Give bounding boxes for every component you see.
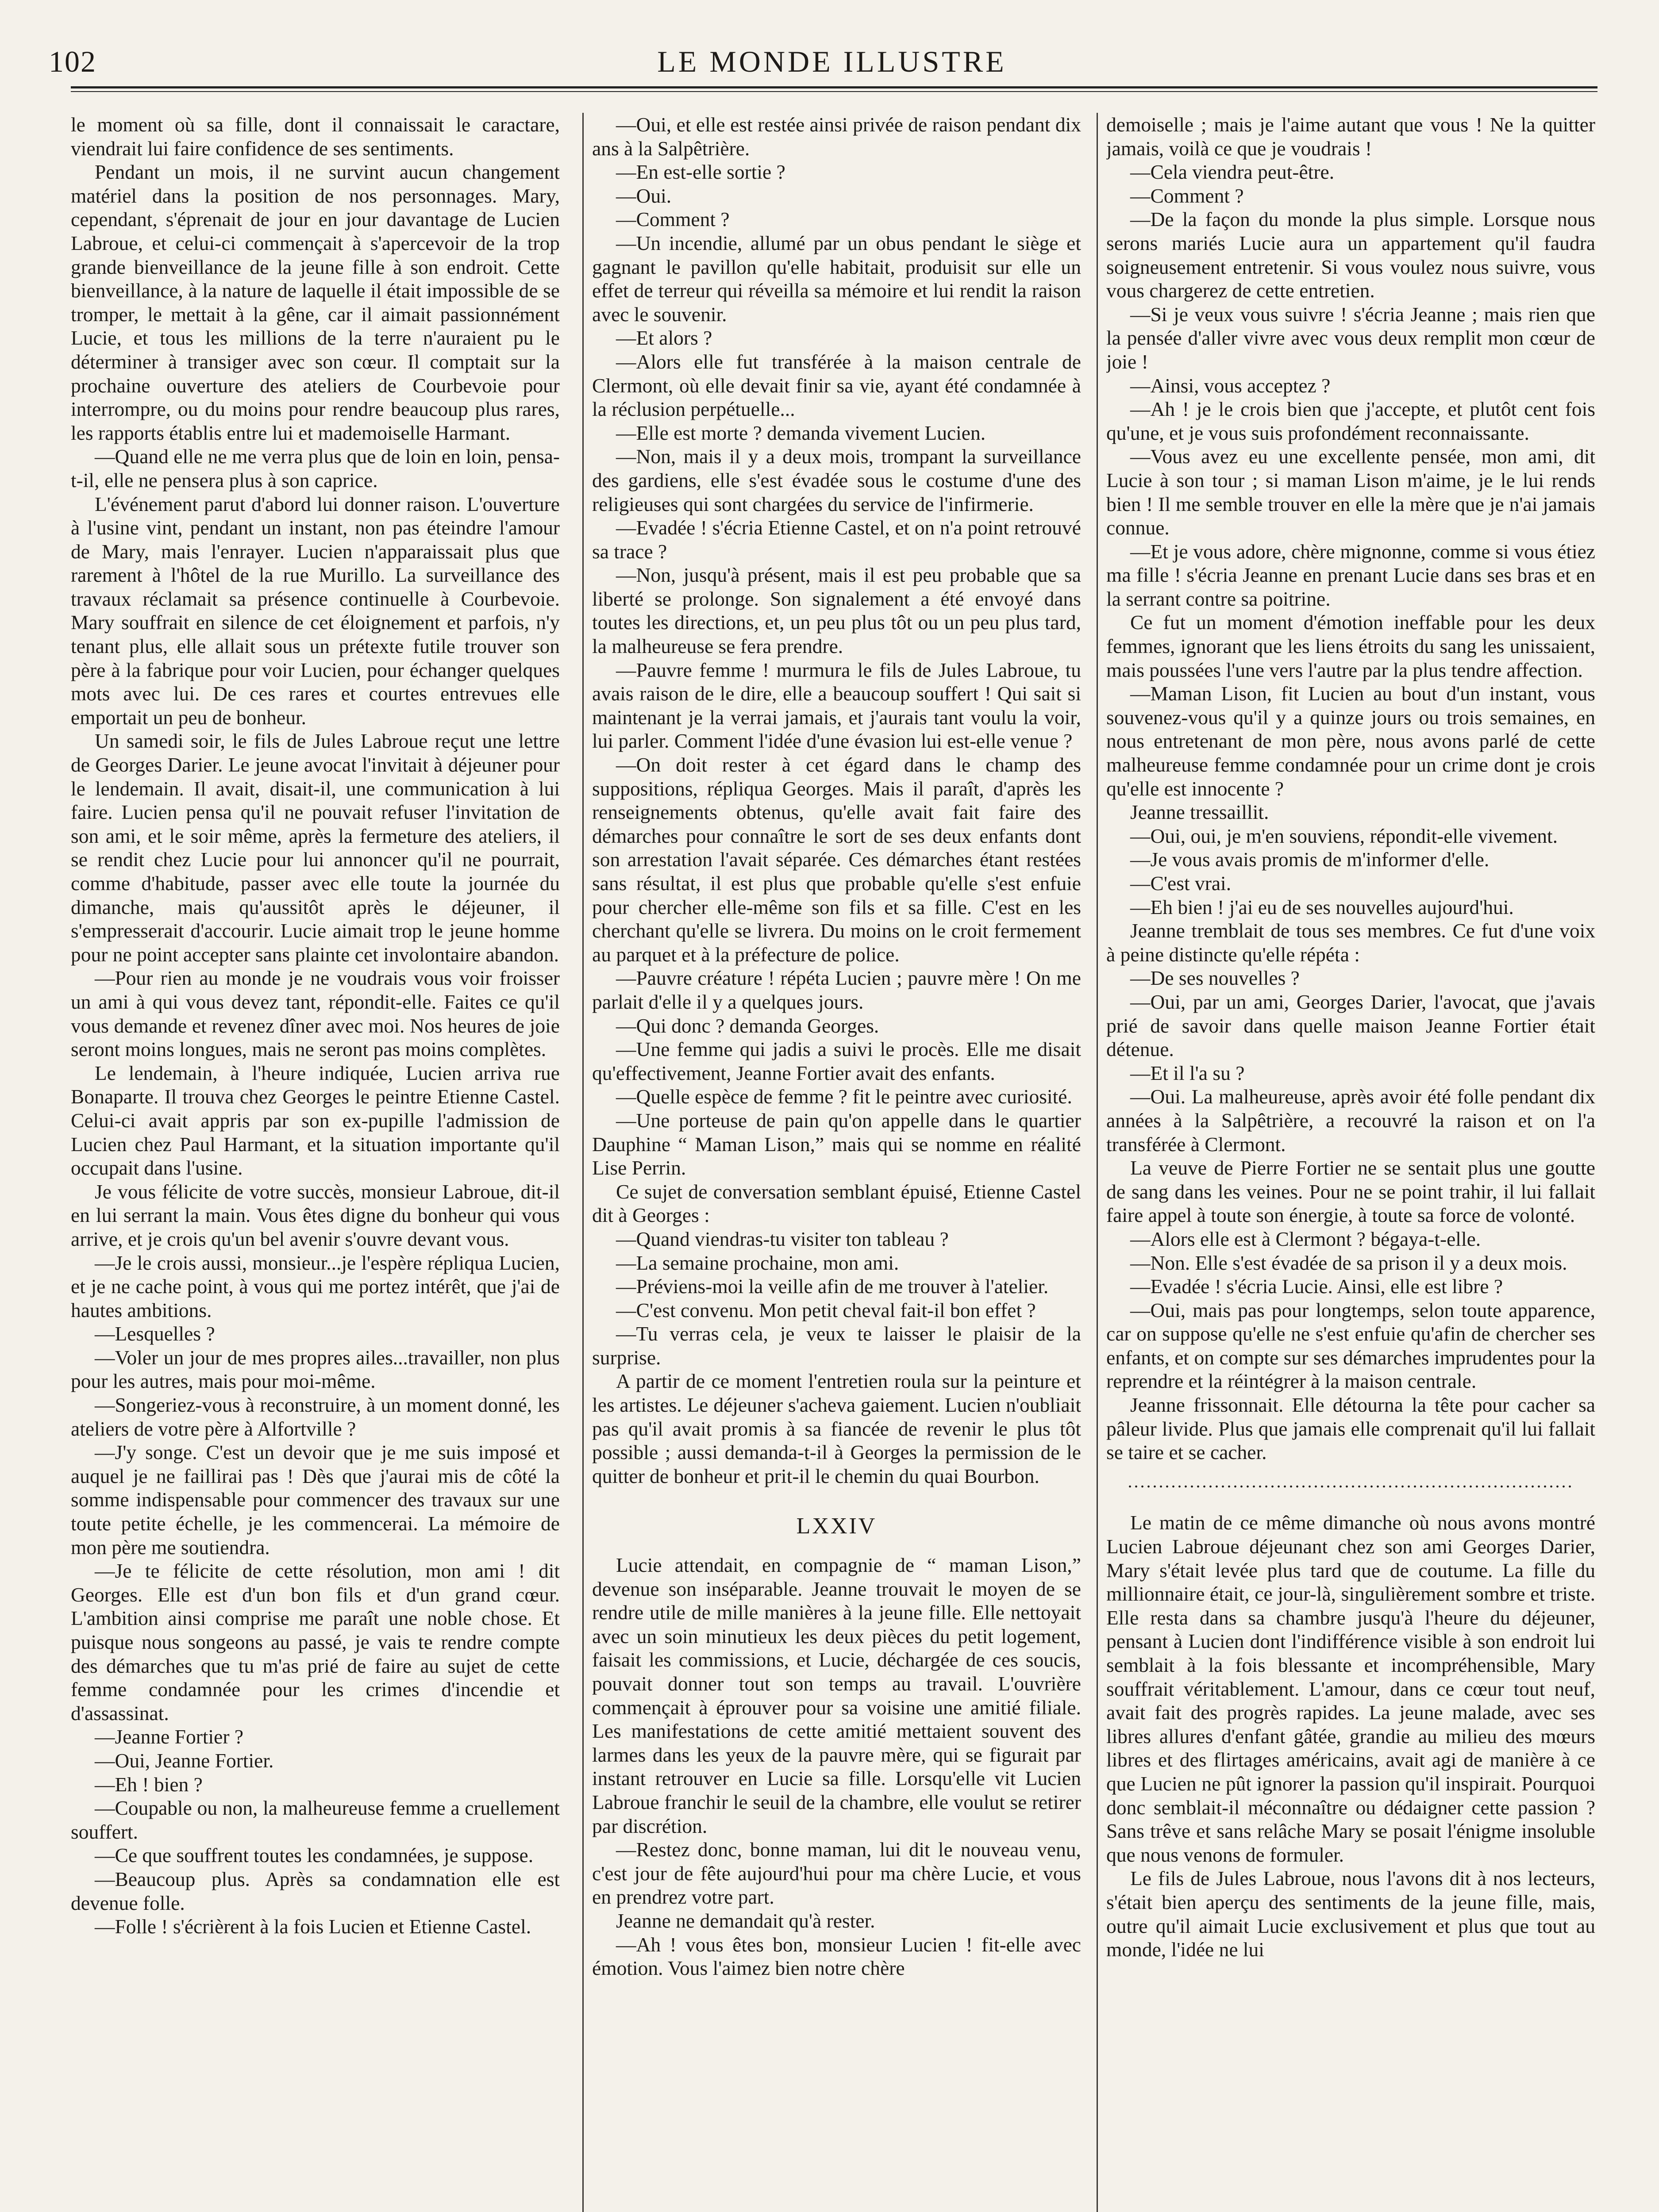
paragraph: —Quelle espèce de femme ? fit le peintre avec curiosité. — [616, 1085, 1072, 1108]
paragraph: Ce sujet de conversation semblant épuisé, Etienne Castel dit à Georges : — [592, 1180, 1081, 1227]
paragraph: —Alors elle est à Clermont ? bégaya-t-elle. — [1130, 1227, 1481, 1250]
paragraph: —Une femme qui jadis a suivi le procès. Elle me disait qu'effectivement, Jeanne Fortier avait des enfants. — [592, 1038, 1081, 1084]
paragraph: —Oui, et elle est restée ainsi privée de raison pendant dix ans à la Salpêtrière. — [592, 113, 1081, 160]
paragraph: demoiselle ; mais je l'aime autant que vous ! Ne la quitter jamais, voilà ce que je voudrais ! — [1106, 113, 1595, 160]
paragraph: Le lendemain, à l'heure indiquée, Lucien arriva rue Bonaparte. Il trouva chez Georges le peintre Etienne Castel. Celui-ci avait appris par son ex-pupille l'admission de Lucien chez Paul Harmant, et la situation importante qu'il occupait dans l'usine. — [71, 1061, 560, 1179]
paragraph: —Si je veux vous suivre ! s'écria Jeanne ; mais rien que la pensée d'aller vivre avec vous deux remplit mon cœur de joie ! — [1106, 303, 1595, 373]
paragraph: Le fils de Jules Labroue, nous l'avons dit à nos lecteurs, s'était bien aperçu des sentiments de la jeune fille, mais, outre qu'il aimait Lucie exclusivement et plus que tout au monde, l'idée ne lui — [1106, 1867, 1595, 1961]
paragraph: —Oui. La malheureuse, après avoir été folle pendant dix années à la Salpêtrière, a recouvré la raison et on l'a transférée à Clermont. — [1106, 1085, 1595, 1156]
paragraph: —Qui donc ? demanda Georges. — [616, 1014, 879, 1037]
paragraph: —En est-elle sortie ? — [616, 161, 785, 184]
paragraph: —Coupable ou non, la malheureuse femme a cruellement souffert. — [71, 1797, 560, 1843]
paragraph: —Ah ! vous êtes bon, monsieur Lucien ! fit-elle avec émotion. Vous l'aimez bien notre chère — [592, 1933, 1081, 1980]
paragraph: —De ses nouvelles ? — [1130, 967, 1300, 990]
paragraph: —Eh ! bien ? — [95, 1773, 203, 1796]
paragraph: —Ah ! je le crois bien que j'accepte, et plutôt cent fois qu'une, et je vous suis profondément reconnaissante. — [1106, 398, 1595, 444]
column-3 — [1106, 113, 1595, 2212]
paragraph: L'événement parut d'abord lui donner raison. L'ouverture à l'usine vint, pendant un instant, non pas éteindre l'amour de Mary, mais l'enrayer. Lucien n'apparaissait plus que rarement à l'hôtel de la rue Murillo. La surveillance des travaux réclamait sa présence continuelle à Courbevoie. Mary souffrait en silence de cet éloignement et parfois, n'y tenant plus, elle allait sous un prétexte futile trouver son père à la fabrique pour voir Lucien, pour échanger quelques mots avec lui. De ces rares et courtes entrevues elle emportait un peu de bonheur. — [71, 492, 560, 729]
paragraph: —Et il l'a su ? — [1130, 1061, 1245, 1084]
paragraph: —Evadée ! s'écria Etienne Castel, et on n'a point retrouvé sa trace ? — [592, 516, 1081, 563]
paragraph: —Alors elle fut transférée à la maison centrale de Clermont, où elle devait finir sa vie, ayant été condamnée à la réclusion perpétuelle... — [592, 350, 1081, 421]
paragraph: —Oui, par un ami, Georges Darier, l'avocat, que j'avais prié de savoir dans quelle maison Jeanne Fortier était détenue. — [1106, 990, 1595, 1061]
paragraph: —Un incendie, allumé par un obus pendant le siège et gagnant le pavillon qu'elle habitait, produisit sur elle un effet de terreur qui réveilla sa mémoire et lui rendit la raison avec le souvenir. — [592, 231, 1081, 326]
paragraph: —Oui, mais pas pour longtemps, selon toute apparence, car on suppose qu'elle ne s'est enfuie qu'afin de chercher ses enfants, et on compte sur ses démarches imprudentes pour la reprendre et la réintégrer à la maison centrale. — [1106, 1298, 1595, 1393]
paragraph: —Oui, oui, je m'en souviens, répondit-elle vivement. — [1130, 824, 1558, 847]
paragraph: —Et alors ? — [616, 326, 712, 349]
paragraph: Jeanne tressaillit. — [1130, 801, 1269, 824]
paragraph: —Non, mais il y a deux mois, trompant la surveillance des gardiens, elle s'est évadée sous le costume d'une des religieuses qui sont chargées du service de l'infirmerie. — [592, 445, 1081, 515]
section-separator: ........................................................................ — [1128, 1471, 1574, 1491]
paragraph: Jeanne ne demandait qu'à rester. — [616, 1909, 875, 1932]
paragraph: —La semaine prochaine, mon ami. — [616, 1251, 899, 1274]
paragraph: —C'est convenu. Mon petit cheval fait-il bon effet ? — [616, 1298, 1036, 1321]
paragraph: —Voler un jour de mes propres ailes...travailler, non plus pour les autres, mais pour moi-même. — [71, 1346, 560, 1393]
paragraph: —Eh bien ! j'ai eu de ses nouvelles aujourd'hui. — [1130, 895, 1514, 918]
paragraph: —Elle est morte ? demanda vivement Lucien. — [616, 421, 986, 444]
paragraph: —Non, jusqu'à présent, mais il est peu probable que sa liberté se prolonge. Son signalement a été envoyé dans toutes les directions, et, un peu plus tôt ou un peu plus tard, la malheureuse se fera prendre. — [592, 564, 1081, 658]
paragraph: —Ce que souffrent toutes les condamnées, je suppose. — [95, 1844, 534, 1867]
paragraph: —Vous avez eu une excellente pensée, mon ami, dit Lucie à son tour ; si maman Lison m'aime, je le lui rends bien ! Il me semble trouver en elle la mère que je n'ai jamais connue. — [1106, 445, 1595, 539]
paragraph: le moment où sa fille, dont il connaissait le caractare, viendrait lui faire confidence de ses sentiments. — [71, 113, 560, 160]
paragraph: —Et je vous adore, chère mignonne, comme si vous étiez ma fille ! s'écria Jeanne en prenant Lucie dans ses bras et en la serrant contre sa poitrine. — [1106, 540, 1595, 610]
paragraph: Ce fut un moment d'émotion ineffable pour les deux femmes, ignorant que les liens étroits du sang les unissaient, mais poussées l'une vers l'autre par la plus tendre affection. — [1106, 611, 1595, 681]
column-divider — [582, 113, 584, 2212]
paragraph: —Oui. — [616, 184, 672, 207]
paragraph: Jeanne tremblait de tous ses membres. Ce fut d'une voix à peine distincte qu'elle répéta : — [1106, 919, 1595, 966]
column-1 — [71, 113, 560, 2212]
paragraph: —Songeriez-vous à reconstruire, à un moment donné, les ateliers de votre père à Alfortville ? — [71, 1394, 560, 1440]
paragraph: —Je le crois aussi, monsieur...je l'espère répliqua Lucien, et je ne cache point, à vous qui me portez intérêt, que j'ai de hautes ambitions. — [71, 1251, 560, 1321]
paragraph: —Lesquelles ? — [95, 1322, 215, 1345]
paragraph: —Comment ? — [1130, 184, 1244, 207]
paragraph: —Cela viendra peut-être. — [1130, 161, 1335, 184]
paragraph: —Oui, Jeanne Fortier. — [95, 1749, 274, 1772]
paragraph: —Quand viendras-tu visiter ton tableau ? — [616, 1227, 949, 1250]
paragraph: —Comment ? — [616, 208, 730, 231]
column-divider — [1097, 113, 1098, 2212]
paragraph: —Folle ! s'écrièrent à la fois Lucien et Etienne Castel. — [95, 1915, 531, 1938]
journal-title: LE MONDE ILLUSTRE — [657, 45, 1007, 78]
header-rule-thin — [71, 91, 1597, 92]
paragraph: —De la façon du monde la plus simple. Lorsque nous serons mariés Lucie aura un appartement qu'il faudra soigneusement entretenir. Si vous voulez nous suivre, vous vous chargerez de cette entretien. — [1106, 208, 1595, 302]
chapter-heading: LXXIV — [796, 1513, 877, 1539]
paragraph: —Pauvre femme ! murmura le fils de Jules Labroue, tu avais raison de le dire, elle a beaucoup souffert ! Qui sait si maintenant je la verrai jamais, et j'aurais tant voulu la voir, lui parler. Comment l'idée d'une évasion lui est-elle venue ? — [592, 658, 1081, 753]
paragraph: —Une porteuse de pain qu'on appelle dans le quartier Dauphine “ Maman Lison,” mais qui se nomme en réalité Lise Perrin. — [592, 1109, 1081, 1179]
paragraph: —On doit rester à cet égard dans le champ des suppositions, répliqua Georges. Mais il paraît, d'après les renseignements obtenus, qu'elle avait fait faire des démarches pour connaître le sort de ses deux enfants dont son arrestation l'avait séparée. Ces démarches étant restées sans résultat, il est plus que probable qu'elle s'est enfuie pour chercher elle-même son fils et sa fille. C'est en les cherchant qu'elle se livrera. Du moins on le croit fermement au parquet et à la préfecture de police. — [592, 753, 1081, 966]
header-rule — [71, 86, 1597, 88]
paragraph: La veuve de Pierre Fortier ne se sentait plus une goutte de sang dans les veines. Pour ne se point trahir, il lui fallait faire appel à toute son énergie, à toute sa force de volonté. — [1106, 1156, 1595, 1227]
paragraph: —Je vous avais promis de m'informer d'elle. — [1130, 848, 1490, 871]
paragraph: Un samedi soir, le fils de Jules Labroue reçut une lettre de Georges Darier. Le jeune avocat l'invitait à déjeuner pour le lendemain. Il avait, disait-il, une communication à lui faire. Lucien pensa qu'il ne pouvait refuser l'invitation de son ami, et le soir même, après la fermeture des ateliers, il se rendit chez Lucie pour lui annoncer qu'il ne pourrait, comme d'habitude, passer avec elle toute la journée du dimanche, mais qu'aussitôt après le déjeuner, il s'empresserait d'accourir. Lucie aimait trop le jeune homme pour ne point accepter sans plainte cet involontaire abandon. — [71, 730, 560, 966]
paragraph: —Evadée ! s'écria Lucie. Ainsi, elle est libre ? — [1130, 1275, 1503, 1298]
column-2 — [592, 113, 1081, 2212]
page-number: 102 — [49, 45, 96, 78]
paragraph: —J'y songe. C'est un devoir que je me suis imposé et auquel je ne faillirai pas ! Dès que j'aurai mis de côté la somme indispensable pour commencer des travaux sur une toute petite échelle, je les commencerai. La mémoire de mon père me soutiendra. — [71, 1441, 560, 1559]
paragraph: Pendant un mois, il ne survint aucun changement matériel dans la position de nos personnages. Mary, cependant, s'éprenait de jour en jour davantage de Lucien Labroue, et celui-ci commençait à s'apercevoir de la trop grande bienveillance de la jeune fille à son endroit. Cette bienveillance, à la nature de laquelle il était impossible de se tromper, le mettait à la gêne, car il aimait passionnément Lucie, et tous les millions de la terre n'auraient pu le déterminer à transiger avec son cœur. Il comptait sur la prochaine ouverture des ateliers de Courbevoie pour interrompre, ou du moins pour rendre beaucoup plus rares, les rapports établis entre lui et mademoiselle Harmant. — [71, 161, 560, 444]
paragraph: —Ainsi, vous acceptez ? — [1130, 374, 1331, 397]
paragraph: A partir de ce moment l'entretien roula sur la peinture et les artistes. Le déjeuner s'acheva gaiement. Lucien n'oubliait pas qu'il avait promis à sa fiancée de revenir le plus tôt possible ; aussi demanda-t-il à Georges la permission de le quitter de bonheur et prit-il le chemin du quai Bourbon. — [592, 1370, 1081, 1487]
paragraph: —Jeanne Fortier ? — [95, 1725, 244, 1748]
paragraph: —C'est vrai. — [1130, 872, 1232, 895]
paragraph: —Pauvre créature ! répéta Lucien ; pauvre mère ! On me parlait d'elle il y a quelques jours. — [592, 967, 1081, 1013]
paragraph: —Maman Lison, fit Lucien au bout d'un instant, vous souvenez-vous qu'il y a quinze jours ou trois semaines, en nous entretenant de mon père, nous avons parlé de cette malheureuse femme condamnée pour un crime dont je crois qu'elle est innocente ? — [1106, 682, 1595, 800]
paragraph: —Tu verras cela, je veux te laisser le plaisir de la surprise. — [592, 1322, 1081, 1369]
paragraph: —Quand elle ne me verra plus que de loin en loin, pensa-t-il, elle ne pensera plus à son caprice. — [71, 445, 560, 492]
page-header — [49, 44, 1615, 88]
paragraph: Lucie attendait, en compagnie de “ maman Lison,” devenue son inséparable. Jeanne trouvait le moyen de se rendre utile de mille manières à la jeune fille. Elle nettoyait avec un soin minutieux les deux pièces du petit logement, faisait les commissions, et Lucie, déchargée de ces soucis, pouvait donner tout son temps au travail. L'ouvrière commençait à éprouver pour sa voisine une amitié filiale. Les manifestations de cette amitié mettaient souvent des larmes dans les yeux de la pauvre mère, qui se figurait par instant retrouver en Lucie sa fille. Lorsqu'elle vit Lucien Labroue franchir le seuil de la chambre, elle voulut se retirer par discrétion. — [592, 1554, 1081, 1837]
paragraph: —Non. Elle s'est évadée de sa prison il y a deux mois. — [1130, 1251, 1567, 1274]
paragraph: —Restez donc, bonne maman, lui dit le nouveau venu, c'est jour de fête aujourd'hui pour ma chère Lucie, et vous en prendrez votre part. — [592, 1838, 1081, 1909]
paragraph: —Beaucoup plus. Après sa condamnation elle est devenue folle. — [71, 1867, 560, 1914]
paragraph: Jeanne frissonnait. Elle détourna la tête pour cacher sa pâleur livide. Plus que jamais elle comprenait qu'il lui fallait se taire et se cacher. — [1106, 1394, 1595, 1464]
paragraph: —Pour rien au monde je ne voudrais vous voir froisser un ami à qui vous devez tant, répondit-elle. Faites ce qu'il vous demande et revenez dîner avec moi. Nos heures de joie seront moins longues, mais ne seront pas moins complètes. — [71, 967, 560, 1061]
paragraph: —Préviens-moi la veille afin de me trouver à l'atelier. — [616, 1275, 1049, 1298]
paragraph: —Je te félicite de cette résolution, mon ami ! dit Georges. Elle est d'un bon fils et d'un grand cœur. L'ambition ainsi comprise me paraît une noble chose. Et puisque nous songeons au passé, je vais te rendre compte des démarches que tu m'as prié de faire au sujet de cette femme condamnée pour les crimes d'incendie et d'assassinat. — [71, 1559, 560, 1724]
paragraph: Je vous félicite de votre succès, monsieur Labroue, dit-il en lui serrant la main. Vous êtes digne du bonheur qui vous arrive, et je crois qu'un bel avenir s'ouvre devant vous. — [71, 1180, 560, 1250]
paragraph: Le matin de ce même dimanche où nous avons montré Lucien Labroue déjeunant chez son ami Georges Darier, Mary s'était levée plus tard que de coutume. La fille du millionnaire était, ce jour-là, singulièrement sombre et triste. Elle resta dans sa chambre jusqu'à l'heure du déjeuner, pensant à Lucien dont l'indifférence visible à son endroit lui semblait à la fois blessante et incompréhensible, Mary souffrait véritablement. L'amour, dans ce cœur tout neuf, avait fait des progrès rapides. La jeune malade, avec ses libres allures d'enfant gâtée, grandie au milieu des mœurs libres et des flirtages américains, avait agi de manière à ce que Lucien ne pût ignorer la passion qu'il inspirait. Pourquoi donc semblait-il méconnaître ou dédaigner cette passion ? Sans trêve et sans relâche Mary se posait l'énigme insoluble que nous venons de formuler. — [1106, 1511, 1595, 1866]
